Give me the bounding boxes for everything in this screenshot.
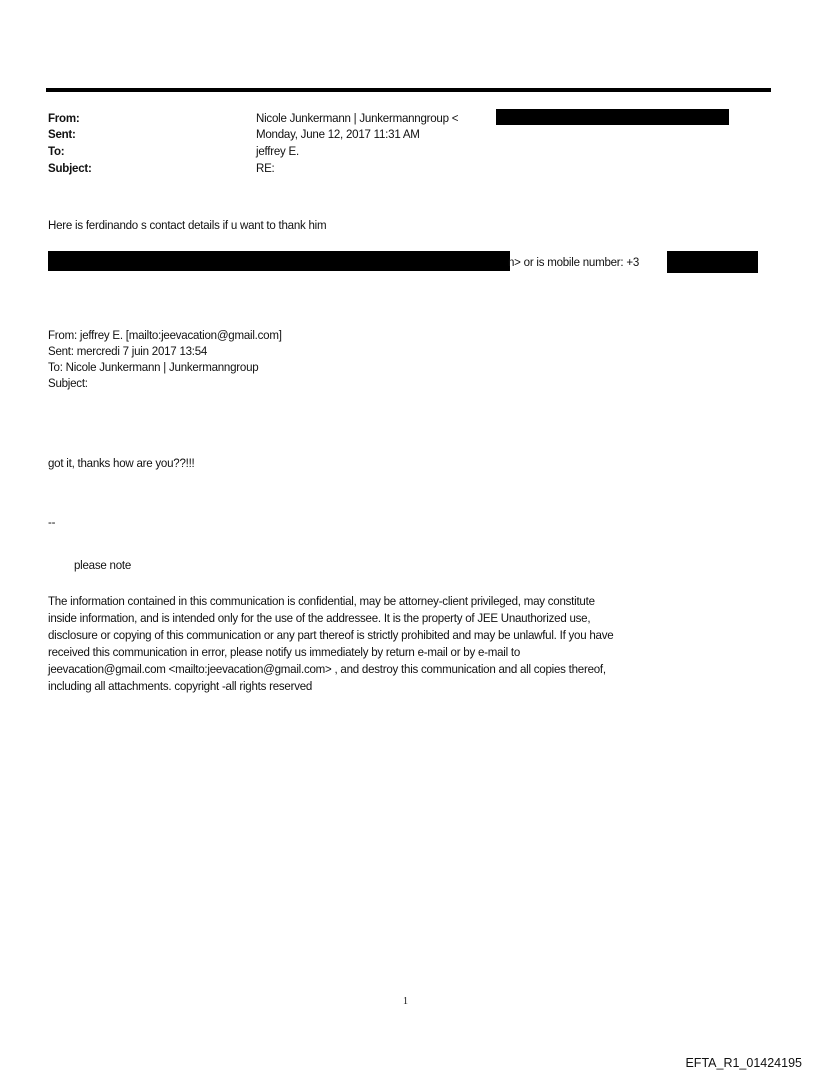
subject-value: RE: [256, 161, 275, 175]
subject-label: Subject: [48, 161, 92, 175]
quoted-to: To: Nicole Junkermann | Junkermanngroup [48, 360, 259, 374]
page-number: 1 [403, 996, 408, 1007]
redaction-box [667, 251, 758, 273]
disclaimer-line: including all attachments. copyright -all rights reserved [48, 679, 313, 693]
redaction-box [496, 109, 729, 125]
disclaimer-line: jeevacation@gmail.com <mailto:jeevacation@gmail.com> , and destroy this communication and all copies thereof, [48, 662, 606, 676]
disclaimer-line: inside information, and is intended only for the use of the addressee. It is the property of JEE Unauthorized use, [48, 611, 591, 625]
redaction-box [48, 251, 510, 271]
disclaimer-line: The information contained in this communication is confidential, may be attorney-client privileged, may constitute [48, 594, 595, 608]
from-label: From: [48, 111, 80, 125]
signature-separator: -- [48, 515, 56, 529]
disclaimer-line: disclosure or copying of this communication or any part thereof is strictly prohibited and may be unlawful. If you have [48, 628, 614, 642]
document-id: EFTA_R1_01424195 [685, 1056, 802, 1070]
header-rule [46, 88, 771, 92]
quoted-sent: Sent: mercredi 7 juin 2017 13:54 [48, 344, 208, 358]
body-line: Here is ferdinando s contact details if u want to thank him [48, 218, 327, 232]
to-value: jeffrey E. [256, 144, 299, 158]
sent-value: Monday, June 12, 2017 11:31 AM [256, 127, 420, 141]
quoted-message: got it, thanks how are you??!!! [48, 456, 195, 470]
quoted-subject: Subject: [48, 376, 88, 390]
from-value: Nicole Junkermann | Junkermanngroup < [256, 111, 459, 125]
sent-label: Sent: [48, 127, 76, 141]
to-label: To: [48, 144, 65, 158]
disclaimer-line: received this communication in error, please notify us immediately by return e-mail or by e-mail to [48, 645, 521, 659]
contact-tail: n> or is mobile number: +3 [508, 255, 640, 269]
please-note: please note [74, 558, 132, 572]
quoted-from: From: jeffrey E. [mailto:jeevacation@gmail.com] [48, 328, 282, 342]
